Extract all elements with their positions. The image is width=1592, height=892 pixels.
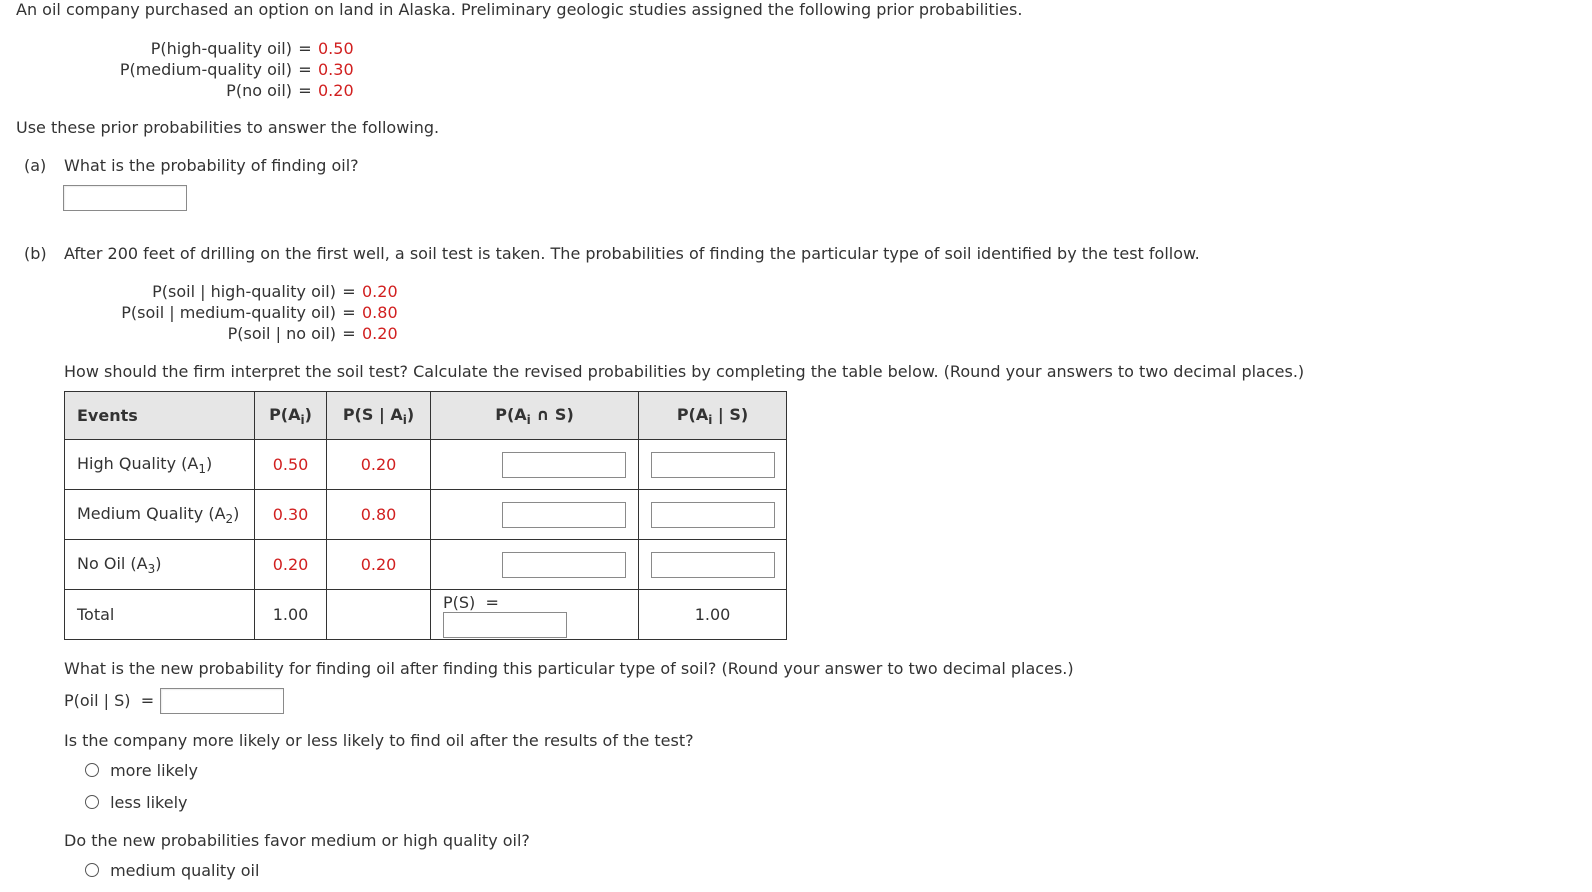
posterior-cell	[639, 540, 787, 590]
table-total-row	[65, 590, 787, 640]
posterior-cell	[639, 490, 787, 540]
radio-button-icon[interactable]	[85, 863, 99, 877]
equals-sign: =	[298, 81, 312, 100]
likely-question: Is the company more likely or less likely to find oil after the results of the test?	[64, 731, 694, 750]
prior-value: 0.50	[318, 39, 354, 58]
conditional-label: P(soil | medium-quality oil)	[121, 303, 336, 322]
table-row	[65, 440, 787, 490]
ps-label: P(S) =	[443, 592, 499, 612]
prior-cell: 0.20	[255, 540, 327, 590]
header-p-ai-and-s: $P(A_i$ ∩ S)	[431, 392, 639, 440]
total-empty-cell	[327, 590, 431, 640]
option-label: more likely	[110, 761, 198, 780]
option-less-likely[interactable]	[85, 793, 187, 812]
radio-button-icon[interactable]	[85, 763, 99, 777]
conditional-cell: 0.20	[327, 440, 431, 490]
option-medium-quality[interactable]	[85, 861, 259, 880]
event-label: Medium Quality $(A_2)$	[65, 490, 255, 540]
conditional-label: P(soil | no oil)	[227, 324, 336, 343]
conditional-row	[100, 302, 398, 323]
header-p-s-given-ai: P(S | $A_i$)	[327, 392, 431, 440]
new-prob-question: What is the new probability for finding oil after finding this particular type of soil? (Round your answer to two decimal places.)	[64, 659, 1074, 678]
total-label: Total	[65, 590, 255, 640]
conditional-value: 0.20	[362, 324, 398, 343]
conditional-value: 0.20	[362, 282, 398, 301]
total-posterior-cell: 1.00	[639, 590, 787, 640]
prior-label: P(high-quality oil)	[150, 39, 292, 58]
posterior-input[interactable]	[651, 452, 775, 478]
equals-sign: =	[298, 60, 312, 79]
radio-button-icon[interactable]	[85, 795, 99, 809]
prior-row	[100, 38, 354, 59]
event-label: No Oil $(A_3)$	[65, 540, 255, 590]
prior-row	[100, 59, 354, 80]
prior-label: P(medium-quality oil)	[119, 60, 292, 79]
table-row	[65, 490, 787, 540]
posterior-input[interactable]	[651, 552, 775, 578]
conditional-row	[100, 281, 398, 302]
joint-input[interactable]	[502, 452, 626, 478]
prior-cell: 0.50	[255, 440, 327, 490]
prior-cell: 0.30	[255, 490, 327, 540]
equals-sign: =	[342, 303, 356, 322]
joint-cell	[431, 440, 639, 490]
option-label: less likely	[110, 793, 188, 812]
table-row	[65, 540, 787, 590]
revised-probabilities-table	[64, 391, 787, 640]
table-instruction: How should the firm interpret the soil test? Calculate the revised probabilities by completing the table below. (Round your answers to two decimal places.)	[64, 362, 1305, 381]
new-prob-input[interactable]	[160, 688, 284, 714]
equals-sign: =	[342, 282, 356, 301]
part-a-question: What is the probability of finding oil?	[64, 156, 359, 175]
use-priors-text: Use these prior probabilities to answer the following.	[16, 118, 440, 137]
total-prior-cell: 1.00	[255, 590, 327, 640]
part-a-answer-input[interactable]	[63, 185, 187, 211]
part-b-question: After 200 feet of drilling on the first well, a soil test is taken. The probabilities of finding the particular type of soil identified by the test follow.	[64, 244, 1200, 263]
option-label: medium quality oil	[110, 861, 260, 880]
conditional-row	[100, 323, 398, 344]
conditionals-block	[100, 281, 398, 344]
joint-input[interactable]	[502, 502, 626, 528]
conditional-label: P(soil | high-quality oil)	[152, 282, 336, 301]
conditional-cell: 0.20	[327, 540, 431, 590]
header-events: Events	[65, 392, 255, 440]
prior-value: 0.30	[318, 60, 354, 79]
option-more-likely[interactable]	[85, 761, 198, 780]
ps-input[interactable]	[443, 612, 567, 638]
conditional-value: 0.80	[362, 303, 398, 322]
new-prob-label: P(oil | S) =	[64, 691, 155, 710]
header-p-ai: $P(A_i)$	[255, 392, 327, 440]
header-p-ai-given-s: $P(A_i$ | S)	[639, 392, 787, 440]
posterior-cell	[639, 440, 787, 490]
equals-sign: =	[298, 39, 312, 58]
priors-block	[100, 38, 354, 101]
joint-cell	[431, 540, 639, 590]
event-label: High Quality $(A_1)$	[65, 440, 255, 490]
prior-label: P(no oil)	[226, 81, 292, 100]
joint-input[interactable]	[502, 552, 626, 578]
part-b-label: (b)	[24, 244, 47, 263]
intro-text: An oil company purchased an option on land in Alaska. Preliminary geologic studies assigned the following prior probabilities.	[16, 0, 1023, 19]
favor-question: Do the new probabilities favor medium or high quality oil?	[64, 831, 530, 850]
prior-row	[100, 80, 354, 101]
prior-value: 0.20	[318, 81, 354, 100]
conditional-cell: 0.80	[327, 490, 431, 540]
equals-sign: =	[342, 324, 356, 343]
joint-cell	[431, 490, 639, 540]
table-header-row	[65, 392, 787, 440]
part-a-label: (a)	[24, 156, 47, 175]
ps-cell	[431, 590, 639, 640]
posterior-input[interactable]	[651, 502, 775, 528]
